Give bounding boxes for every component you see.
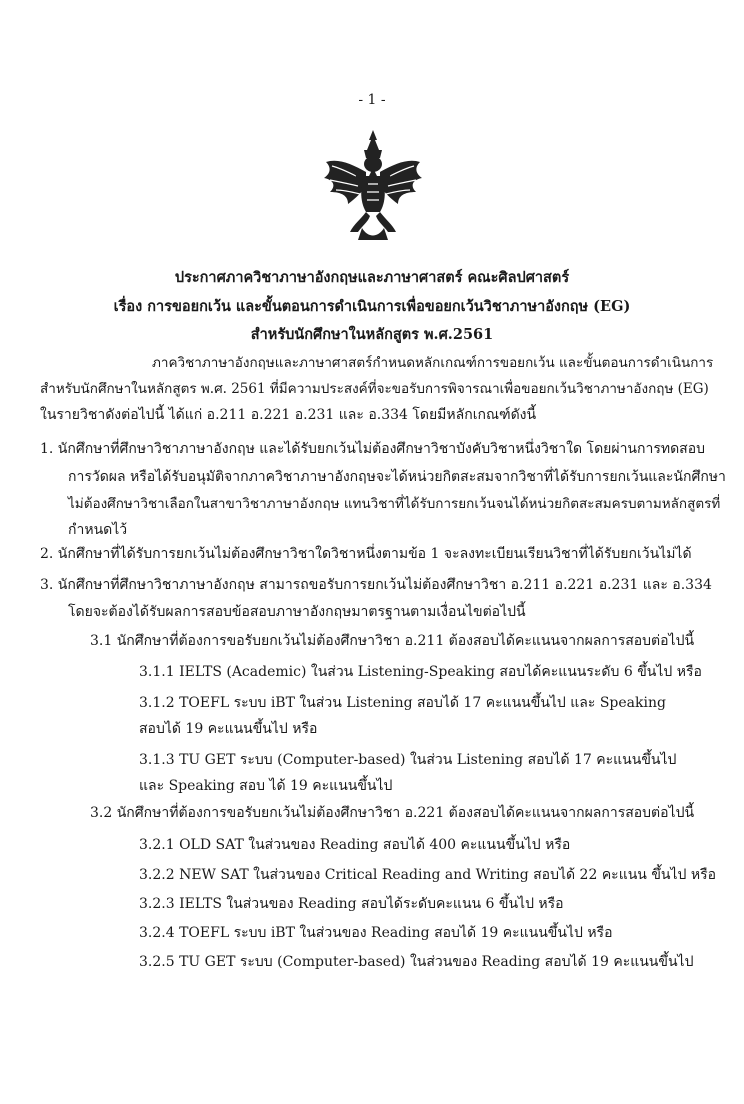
intro-line-2: สำหรับนักศึกษาในหลักสูตร พ.ศ. 2561 ที่มีความประสงค์ที่จะขอรับการพิจารณาเพื่อขอยกเว้นวิชาภาษาอังกฤษ (EG) — [40, 381, 709, 397]
item-1-line-4: กำหนดไว้ — [68, 522, 128, 538]
page-number: - 1 - — [358, 92, 386, 108]
intro-line-1: ภาควิชาภาษาอังกฤษและภาษาศาสตร์กำหนดหลักเกณฑ์การขอยกเว้น และขั้นตอนการดำเนินการ — [152, 355, 714, 371]
section-3-1-2-line-2: สอบได้ 19 คะแนนขึ้นไป หรือ — [139, 721, 318, 737]
announcement-title: ประกาศภาควิชาภาษาอังกฤษและภาษาศาสตร์ คณะศิลปศาสตร์ — [174, 269, 570, 286]
announcement-audience: สำหรับนักศึกษาในหลักสูตร พ.ศ.2561 — [250, 326, 494, 343]
item-1-line-3: ไม่ต้องศึกษาวิชาเลือกในสาขาวิชาภาษาอังกฤษ แทนวิชาที่ได้รับการยกเว้นจนได้หน่วยกิตสะสมครบตามหลักสูตรที่ — [68, 496, 721, 512]
section-3-2-4: 3.2.4 TOEFL ระบบ iBT ในส่วนของ Reading สอบได้ 19 คะแนนขึ้นไป หรือ — [139, 925, 613, 941]
section-3-1-1: 3.1.1 IELTS (Academic) ในส่วน Listening-Speaking สอบได้คะแนนระดับ 6 ขึ้นไป หรือ — [139, 664, 702, 680]
item-3-line-2: โดยจะต้องได้รับผลการสอบข้อสอบภาษาอังกฤษมาตรฐานตามเงื่อนไขต่อไปนี้ — [68, 604, 526, 620]
section-3-2-5: 3.2.5 TU GET ระบบ (Computer-based) ในส่วนของ Reading สอบได้ 19 คะแนนขึ้นไป — [139, 954, 694, 970]
garuda-emblem — [322, 128, 424, 246]
intro-line-3: ในรายวิชาดังต่อไปนี้ ได้แก่ อ.211 อ.221 อ.231 และ อ.334 โดยมีหลักเกณฑ์ดังนี้ — [40, 407, 537, 423]
item-3-line-1: 3. นักศึกษาที่ศึกษาวิชาภาษาอังกฤษ สามารถขอรับการยกเว้นไม่ต้องศึกษาวิชา อ.211 อ.221 อ.231 และ อ.334 — [40, 577, 712, 593]
section-3-1-heading: 3.1 นักศึกษาที่ต้องการขอรับยกเว้นไม่ต้องศึกษาวิชา อ.211 ต้องสอบได้คะแนนจากผลการสอบต่อไปนี้ — [90, 633, 695, 649]
section-3-2-heading: 3.2 นักศึกษาที่ต้องการขอรับยกเว้นไม่ต้องศึกษาวิชา อ.221 ต้องสอบได้คะแนนจากผลการสอบต่อไปนี้ — [90, 805, 695, 821]
section-3-2-1: 3.2.1 OLD SAT ในส่วนของ Reading สอบได้ 400 คะแนนขึ้นไป หรือ — [139, 837, 571, 853]
item-2: 2. นักศึกษาที่ได้รับการยกเว้นไม่ต้องศึกษาวิชาใดวิชาหนึ่งตามข้อ 1 จะลงทะเบียนเรียนวิชาที่ได้รับยกเว้นไม่ได้ — [40, 546, 692, 562]
section-3-1-2-line-1: 3.1.2 TOEFL ระบบ iBT ในส่วน Listening สอบได้ 17 คะแนนขึ้นไป และ Speaking — [139, 695, 666, 711]
section-3-2-3: 3.2.3 IELTS ในส่วนของ Reading สอบได้ระดับคะแนน 6 ขึ้นไป หรือ — [139, 896, 564, 912]
announcement-subject: เรื่อง การขอยกเว้น และขั้นตอนการดำเนินการเพื่อขอยกเว้นวิชาภาษาอังกฤษ (EG) — [113, 298, 631, 315]
item-1-line-2: การวัดผล หรือได้รับอนุมัติจากภาควิชาภาษาอังกฤษจะได้หน่วยกิตสะสมจากวิชาที่ได้รับการยกเว้นและนักศึกษา — [68, 469, 726, 485]
section-3-1-3-line-2: และ Speaking สอบ ได้ 19 คะแนนขึ้นไป — [139, 778, 393, 794]
section-3-2-2: 3.2.2 NEW SAT ในส่วนของ Critical Reading and Writing สอบได้ 22 คะแนน ขึ้นไป หรือ — [139, 867, 716, 883]
item-1-line-1: 1. นักศึกษาที่ศึกษาวิชาภาษาอังกฤษ และได้รับยกเว้นไม่ต้องศึกษาวิชาบังคับวิชาหนึ่งวิชาใด โดยผ่านการทดสอบ — [40, 441, 706, 457]
section-3-1-3-line-1: 3.1.3 TU GET ระบบ (Computer-based) ในส่วน Listening สอบได้ 17 คะแนนขึ้นไป — [139, 752, 677, 768]
